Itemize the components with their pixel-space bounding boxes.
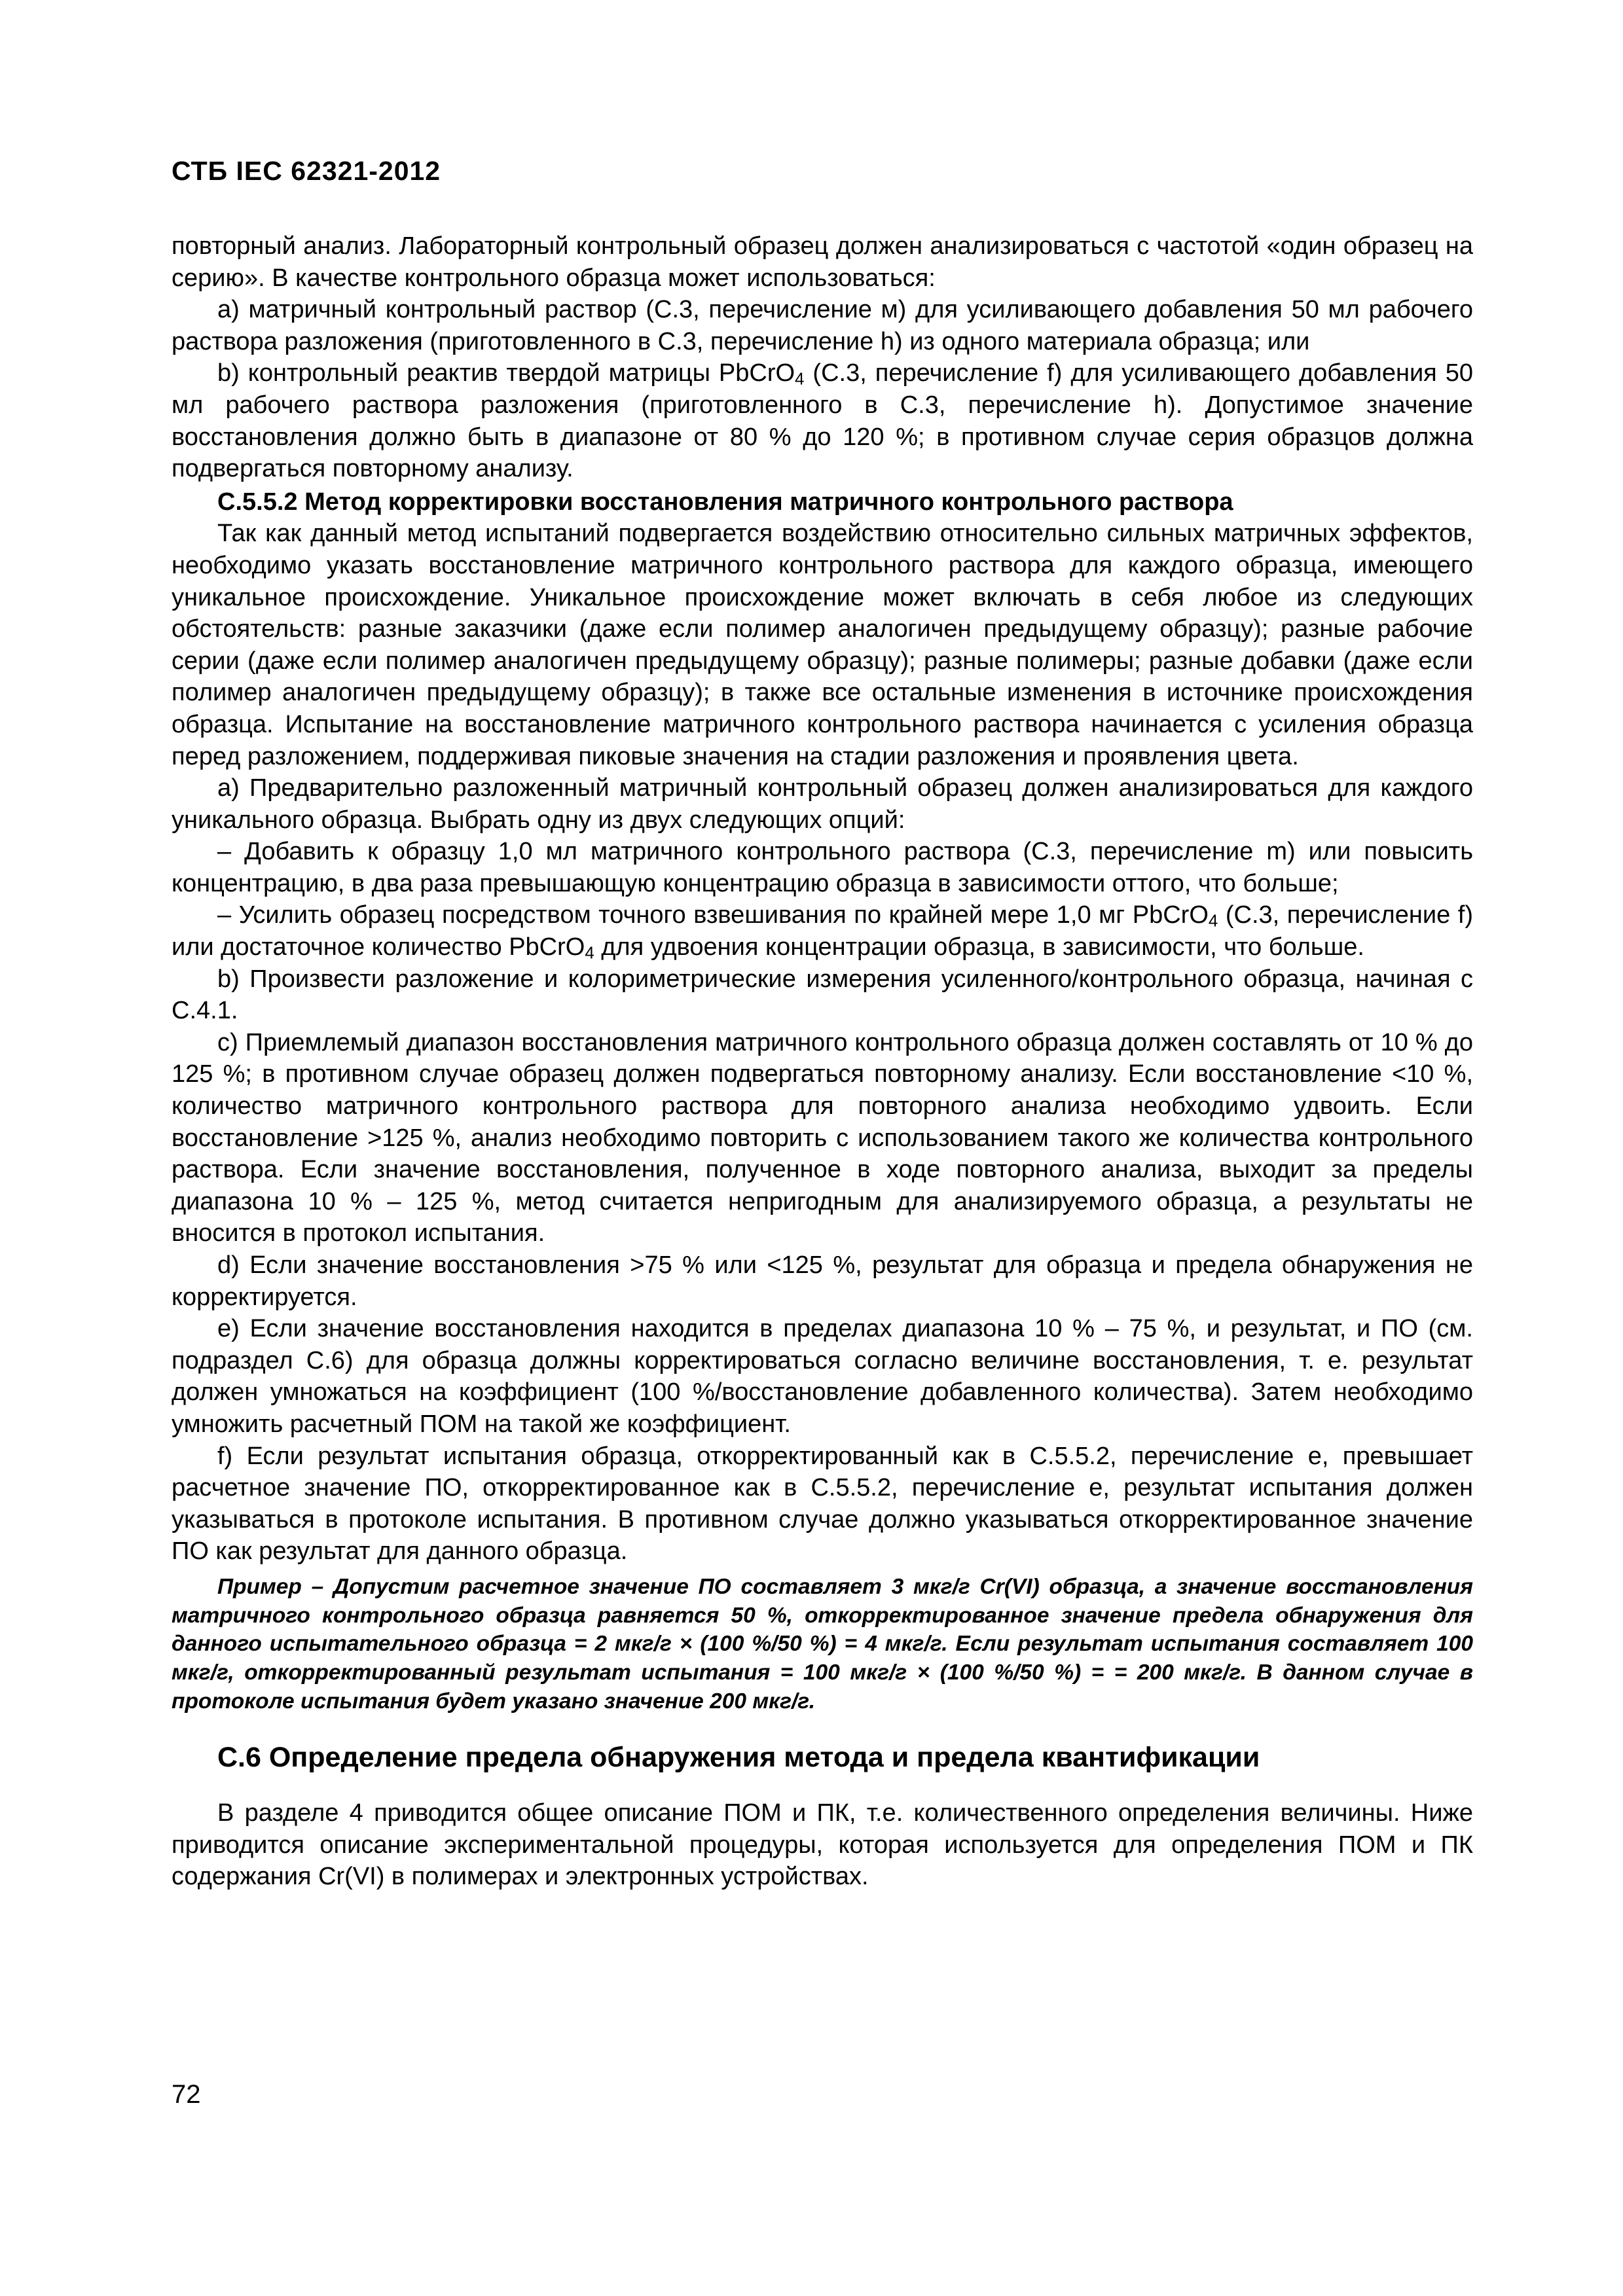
list-item-f: f) Если результат испытания образца, откорректированный как в С.5.5.2, перечисление е, превышает расчетное значение ПО, откорректированное как в С.5.5.2, перечисление е, результат испытания должен указываться в протоколе испытания. В противном случае должно указываться откорректированное значение ПО как результат для данного образца. — [172, 1442, 1473, 1566]
section-heading: C.6 Определение предела обнаружения метода и предела квантификации — [217, 1742, 1260, 1774]
list-item-b-step: b) Произвести разложение и колориметрические измерения усиленного/контрольного образца, начиная с С.4.1. — [172, 965, 1473, 1025]
text-fragment: b) контрольный реактив твердой матрицы PbCrO — [217, 359, 795, 387]
list-item-a: a) матричный контрольный раствор (С.3, перечисление м) для усиливающего добавления 50 мл рабочего раствора разложения (приготовленного в С.3, перечисление h) из одного материала образца; или — [172, 296, 1473, 355]
subscript: 4 — [795, 370, 805, 389]
list-item-b — [172, 357, 1473, 484]
paragraph: В разделе 4 приводится общее описание ПОМ и ПК, т.е. количественного определения величины. Ниже приводится описание экспериментальной процедуры, которая используется для определения ПОМ и ПК содержания Cr(VI) в полимерах и электронных устройствах. — [172, 1799, 1473, 1891]
dash-item — [172, 899, 1473, 963]
dash-item: – Добавить к образцу 1,0 мл матричного контрольного раствора (С.3, перечисление m) или повысить концентрацию, в два раза превышающую концентрацию образца в зависимости оттого, что больше; — [172, 838, 1473, 897]
document-header: СТБ IEC 62321-2012 — [172, 156, 441, 186]
subscript: 4 — [1208, 912, 1218, 931]
text-fragment: для удвоения концентрации образца, в зависимости, что больше. — [594, 933, 1364, 961]
list-item-c: c) Приемлемый диапазон восстановления матричного контрольного образца должен составлять от 10 % до 125 %; в противном случае образец должен подвергаться повторному анализу. Если восстановление <10 %, количество матричного контрольного раствора для повторного анализа необходимо удвоить. Если восстановление >125 %, анализ необходимо повторить с использованием такого же количества контрольного раствора. Если значение восстановления, полученное в ходе повторного анализа, выходит за пределы диапазона 10 % – 125 %, метод считается непригодным для анализируемого образца, а результаты не вносится в протокол испытания. — [172, 1028, 1473, 1247]
list-item-a-option: a) Предварительно разложенный матричный контрольный образец должен анализироваться для каждого уникального образца. Выбрать одну из двух следующих опций: — [172, 774, 1473, 834]
list-item-e: e) Если значение восстановления находится в пределах диапазона 10 % – 75 %, и результат, и ПО (см. подраздел С.6) для образца должны корректироваться согласно величине восстановления, т. е. результат должен умножаться на коэффициент (100 %/восстановление добавленного количества). Затем необходимо умножить расчетный ПОМ на такой же коэффициент. — [172, 1315, 1473, 1438]
subsection-heading: C.5.5.2 Метод корректировки восстановления матричного контрольного раствора — [217, 488, 1233, 516]
text-fragment: – Усилить образец посредством точного взвешивания по крайней мере 1,0 мг PbCrO — [217, 901, 1209, 929]
text-fragment: (С.3, перечисление f) для усиливающего добавления 50 мл рабочего раствора разложения (приготовленного в С.3, перечисление h). Допустимое значение восстановления должно быть в диапазоне от 80 % до 120 %; в противном случае серия образцов должна подвергаться повторному анализу. — [172, 359, 1474, 483]
page-number: 72 — [172, 2080, 201, 2109]
subscript: 4 — [585, 944, 594, 963]
list-item-d: d) Если значение восстановления >75 % или <125 %, результат для образца и предела обнаружения не корректируется. — [172, 1251, 1473, 1311]
text-fragment: (С.3, перечисление f) или достаточное количество PbCrO — [172, 901, 1474, 961]
paragraph-continuation: повторный анализ. Лабораторный контрольный образец должен анализироваться с частотой «один образец на серию». В качестве контрольного образца может использоваться: — [172, 232, 1473, 292]
document-body — [172, 230, 1473, 1893]
example-note: Пример – Допустим расчетное значение ПО составляет 3 мкг/г Cr(VI) образца, а значение восстановления матричного контрольного образца равняется 50 %, откорректированное значение предела обнаружения для данного испытательного образца = 2 мкг/г × (100 %/50 %) = 4 мкг/г. Если результат испытания составляет 100 мкг/г, откорректированный результат испытания = 100 мкг/г × (100 %/50 %) = = 200 мкг/г. В данном случае в протоколе испытания будет указано значение 200 мкг/г. — [172, 1574, 1473, 1713]
paragraph: Так как данный метод испытаний подвергается воздействию относительно сильных матричных эффектов, необходимо указать восстановление матричного контрольного раствора для каждого образца, имеющего уникальное происхождение. Уникальное происхождение может включать в себя любое из следующих обстоятельств: разные заказчики (даже если полимер аналогичен предыдущему образцу); разные рабочие серии (даже если полимер аналогичен предыдущему образцу); разные полимеры; разные добавки (даже если полимер аналогичен предыдущему образцу); в также все остальные изменения в источнике происхождения образца. Испытание на восстановление матричного контрольного раствора начинается с усиления образца перед разложением, поддерживая пиковые значения на стадии разложения и проявления цвета. — [172, 520, 1473, 770]
